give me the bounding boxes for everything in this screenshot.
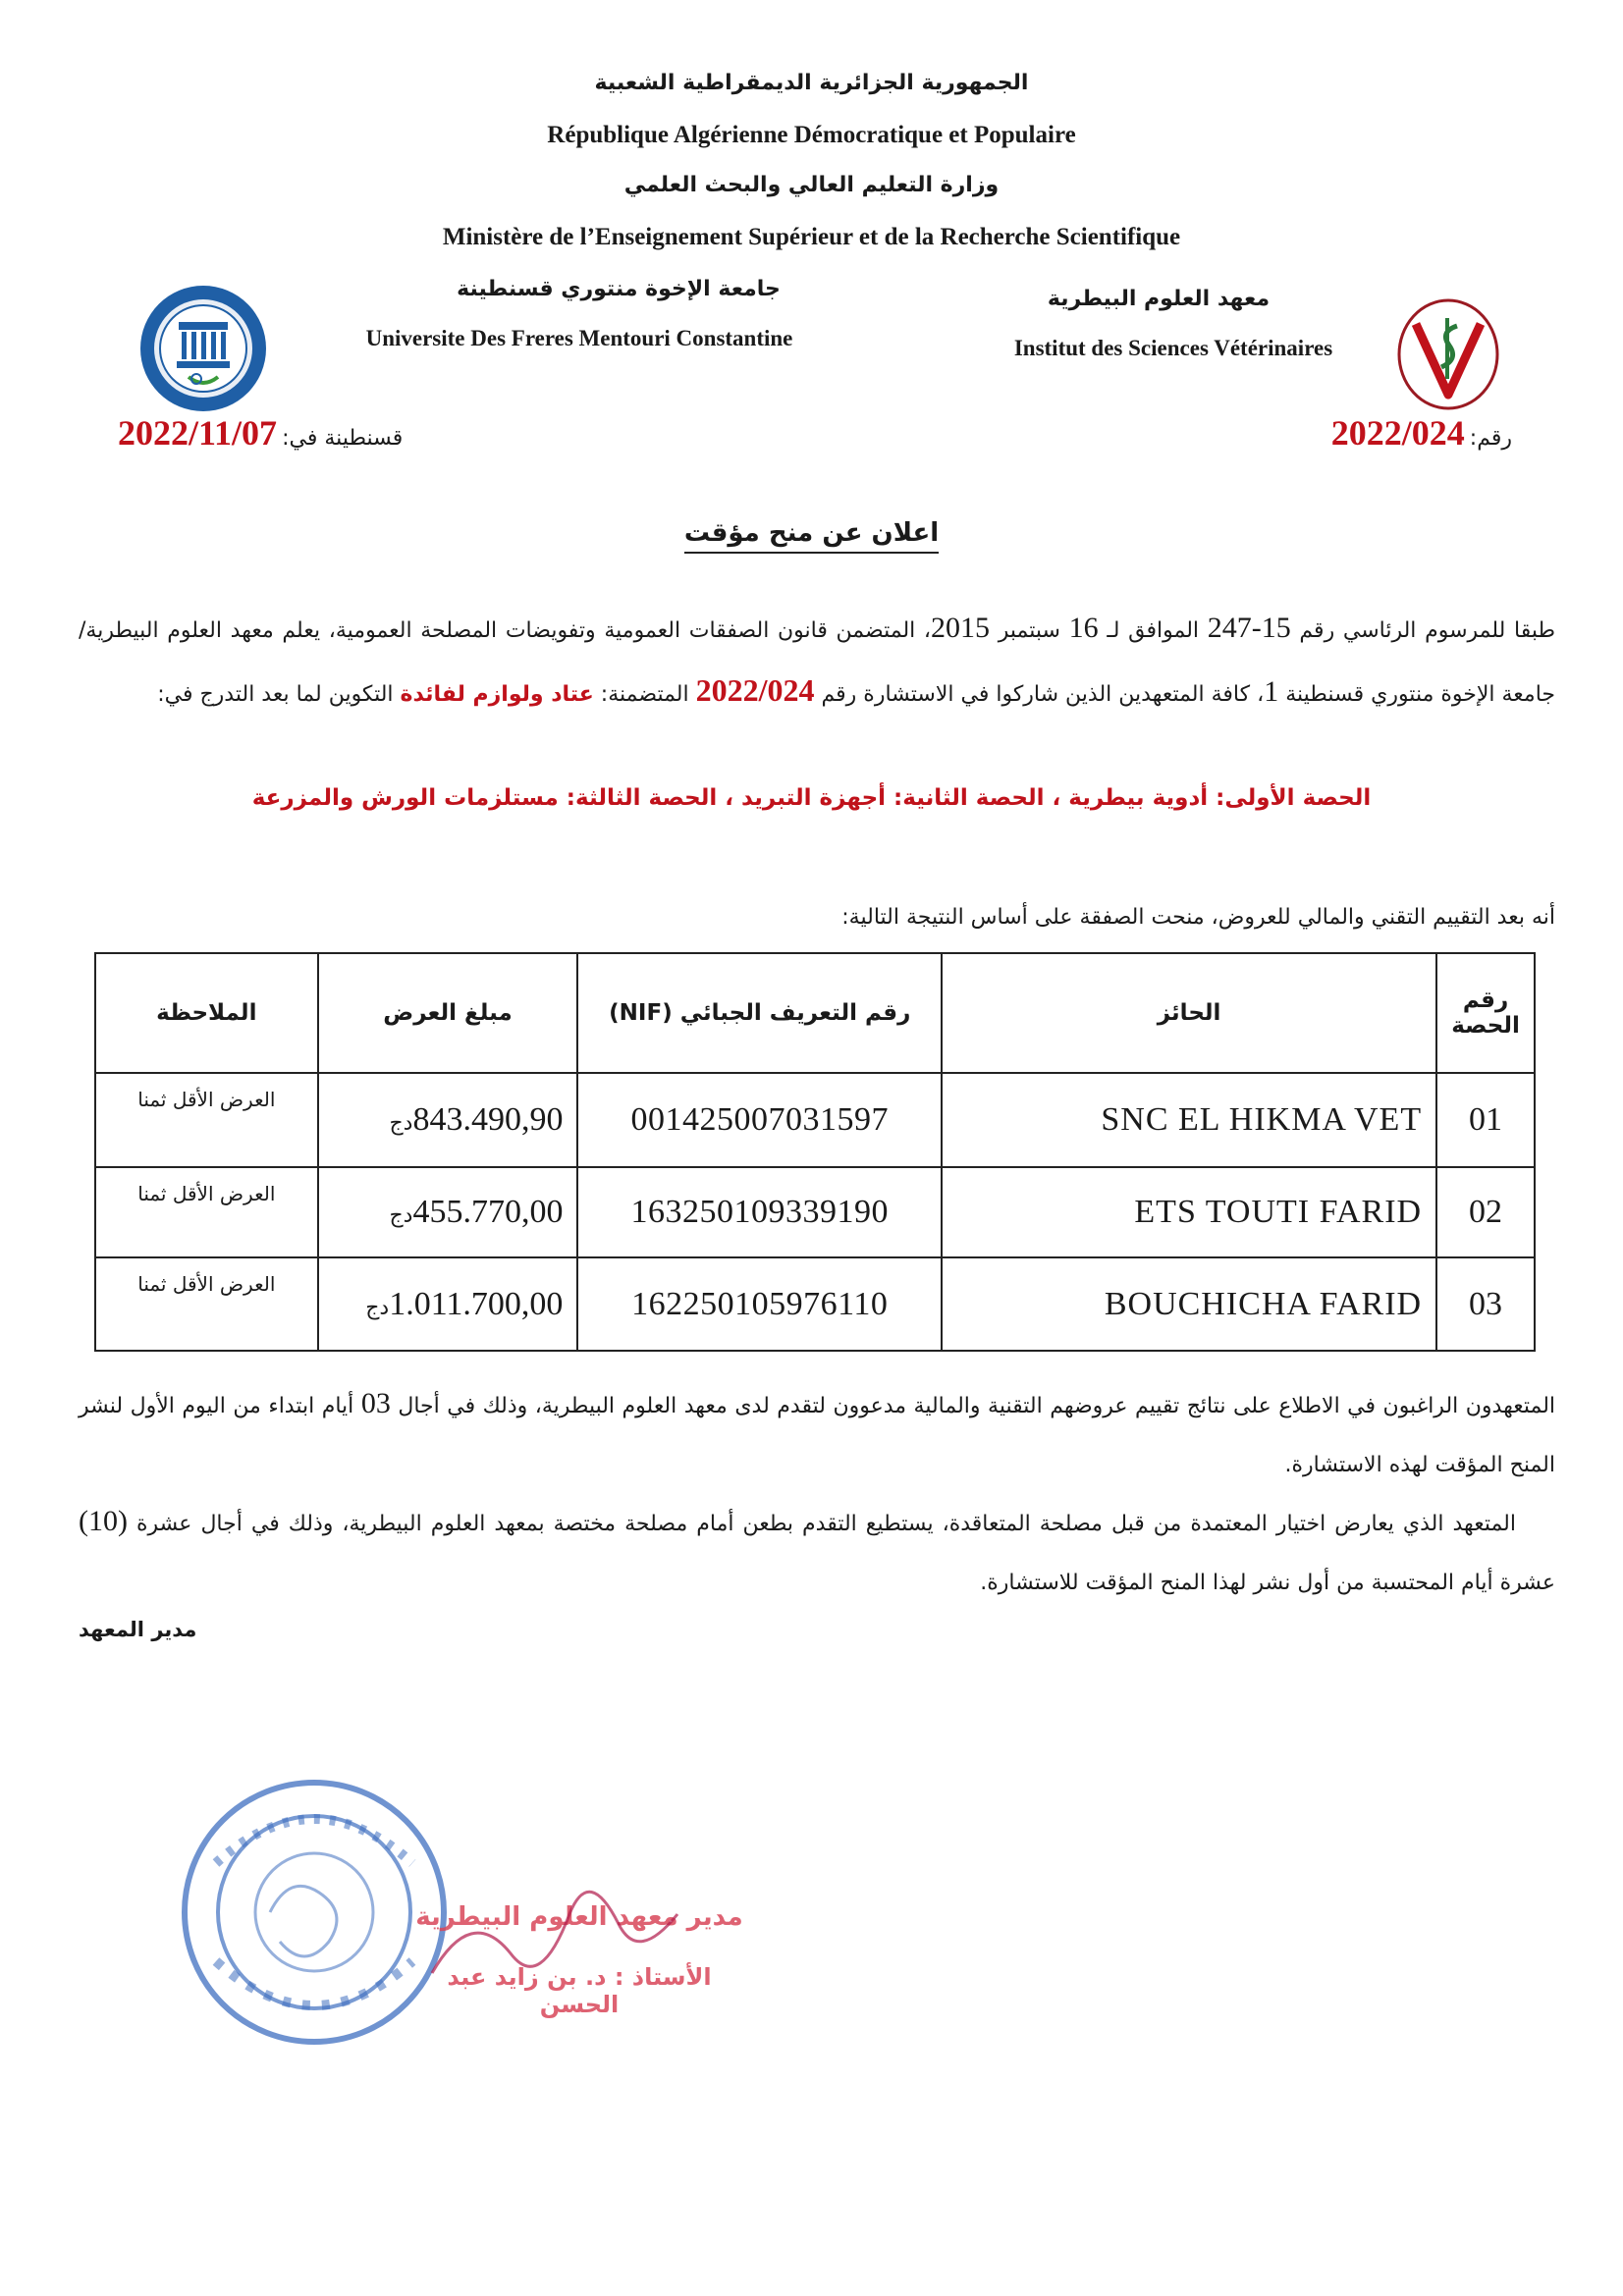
decree-day: 16 — [1068, 612, 1099, 644]
intro-text-3: سبتمبر — [998, 618, 1060, 643]
consultation-number: 2022/024 — [695, 672, 815, 708]
results-table — [94, 952, 1536, 1352]
nif-value: 001425007031597 — [577, 1073, 942, 1167]
republic-ar: الجمهورية الجزائرية الديمقراطية الشعبية — [594, 71, 1029, 95]
lots-line: الحصة الأولى: أدوية بيطرية ، الحصة الثانية: أجهزة التبريد ، الحصة الثالثة: مستلزمات الورش والمزرعة — [251, 785, 1372, 811]
note: العرض الأقل ثمنا — [95, 1257, 318, 1351]
appeal-text-1: المتعهد الذي يعارض اختيار المعتمدة من قبل مصلحة المتعاقدة، يستطيع التقدم بطعن أمام مصلحة مختصة بمعهد العلوم البيطرية، وذلك في أجال عشرة — [136, 1512, 1516, 1536]
result-intro: أنه بعد التقييم التقني والمالي للعروض، منحت الصفقة على أساس النتيجة التالية: — [841, 905, 1555, 930]
review-paragraph — [79, 1374, 1555, 1495]
lot-number: 02 — [1436, 1167, 1535, 1257]
amount-value: 1.011.700,00 — [389, 1285, 564, 1322]
institute-fr: Institut des Sciences Vétérinaires — [1013, 336, 1333, 360]
appeal-paragraph — [79, 1492, 1555, 1613]
reference-value: 2022/024 — [1330, 413, 1465, 453]
review-text-1: المتعهدون الراغبون في الاطلاع على نتائج تقييم عروضهم التقنية والمالية مدعوون لتقدم لدى معهد العلوم البيطرية، وذلك في أجال — [398, 1394, 1556, 1418]
ministry-fr: Ministère de l’Enseignement Supérieur et de la Recherche Scientifique — [442, 224, 1181, 250]
ministry-ar: وزارة التعليم العالي والبحث العلمي — [623, 173, 1000, 197]
header-note: الملاحظة — [95, 953, 318, 1073]
offer-amount — [318, 1257, 578, 1351]
date-line — [118, 412, 452, 454]
amount-value: 843.490,90 — [412, 1101, 564, 1138]
currency: دج — [365, 1295, 390, 1320]
note: العرض الأقل ثمنا — [95, 1073, 318, 1167]
table-header-row — [95, 953, 1535, 1073]
university-number: 1 — [1264, 675, 1279, 708]
holder-name: ETS TOUTI FARID — [942, 1167, 1436, 1257]
table-row — [95, 1257, 1535, 1351]
official-stamp-icon — [177, 1775, 452, 2050]
page-title: اعلان عن منح مؤقت — [684, 518, 939, 554]
holder-name: BOUCHICHA FARID — [942, 1257, 1436, 1351]
stamp-line-1: مدير معهد العلوم البيطرية — [415, 1902, 743, 1932]
header-lot: رقم الحصة — [1436, 953, 1535, 1073]
appeal-days: (10) — [79, 1505, 128, 1537]
nif-value: 163250109339190 — [577, 1167, 942, 1257]
intro-text-4: ، المتضمن قانون الصفقات العمومية وتفويضات المصلحة العمومية، يعلم معهد العلوم البيطرية/ جامعة الإخوة منتوري قسنطينة — [79, 618, 1555, 707]
decree-number: 15-247 — [1207, 612, 1291, 644]
intro-text-2: الموافق لـ — [1107, 618, 1200, 643]
university-logo-icon — [137, 283, 269, 414]
review-text-2: أيام ابتداء من اليوم الأول لنشر المنح المؤقت لهذه الاستشارة. — [79, 1394, 1555, 1477]
intro-text-6: المتضمنة: — [600, 682, 689, 707]
amount-value: 455.770,00 — [412, 1194, 564, 1230]
review-days: 03 — [360, 1387, 391, 1419]
intro-text-1: طبقا للمرسوم الرئاسي رقم — [1299, 618, 1556, 643]
table-row — [95, 1073, 1535, 1167]
intro-paragraph — [79, 599, 1555, 724]
institute-logo-icon — [1394, 296, 1502, 412]
header-amount: مبلغ العرض — [318, 953, 578, 1073]
signature-role: مدير المعهد — [79, 1618, 197, 1641]
note: العرض الأقل ثمنا — [95, 1167, 318, 1257]
university-ar: جامعة الإخوة منتوري قسنطينة — [457, 277, 781, 301]
stamp-line-2: الأستاذ : د. بن زايد عبد الحسن — [447, 1963, 712, 2018]
reference-number — [1217, 412, 1512, 454]
lot-number: 03 — [1436, 1257, 1535, 1351]
signature-icon — [412, 1865, 727, 2002]
lot-number: 01 — [1436, 1073, 1535, 1167]
currency: دج — [389, 1203, 413, 1228]
currency: دج — [389, 1111, 413, 1136]
decree-year: 2015 — [931, 612, 991, 644]
header-nif: رقم التعريف الجبائي (NIF) — [577, 953, 942, 1073]
intro-text-7: التكوين لما بعد التدرج في: — [157, 682, 394, 707]
header-holder: الحائز — [942, 953, 1436, 1073]
reference-label: رقم: — [1469, 426, 1512, 451]
nif-value: 162250105976110 — [577, 1257, 942, 1351]
appeal-text-2: عشرة أيام المحتسبة من أول نشر لهذا المنح المؤقت للاستشارة. — [980, 1571, 1555, 1595]
date-value: 2022/11/07 — [118, 413, 278, 453]
consultation-object: عتاد ولوازم لفائدة — [400, 682, 594, 707]
offer-amount — [318, 1167, 578, 1257]
table-row — [95, 1167, 1535, 1257]
intro-text-5: ، كافة المتعهدين الذين شاركوا في الاستشارة رقم — [821, 682, 1265, 707]
institute-ar: معهد العلوم البيطرية — [1047, 287, 1271, 311]
holder-name: SNC EL HIKMA VET — [942, 1073, 1436, 1167]
university-fr: Universite Des Freres Mentouri Constantine — [365, 326, 793, 350]
date-label: قسنطينة في: — [282, 426, 404, 451]
offer-amount — [318, 1073, 578, 1167]
republic-fr: République Algérienne Démocratique et Populaire — [547, 122, 1076, 148]
